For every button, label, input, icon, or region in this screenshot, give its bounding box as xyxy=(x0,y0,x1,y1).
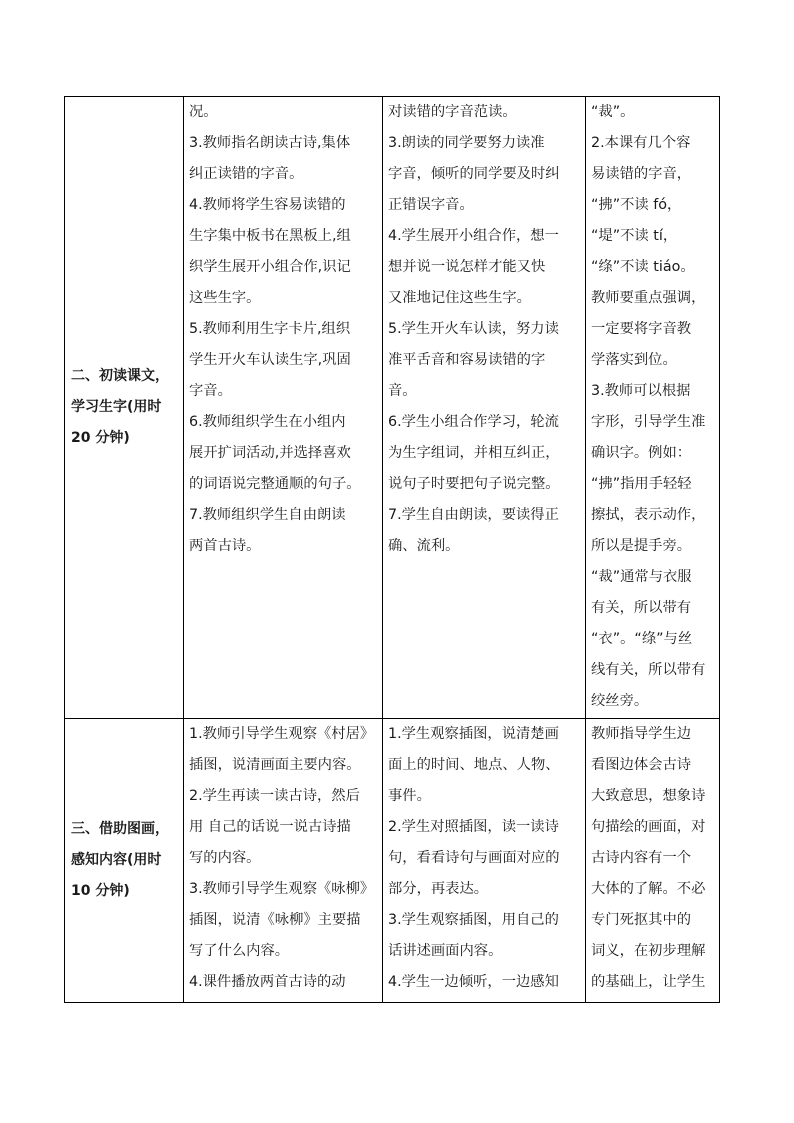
text-line: 为生字组词，并相互纠正， xyxy=(388,445,560,461)
text-line: 3.教师指名朗读古诗,集体 xyxy=(189,135,351,151)
stage-title: 二、初读课文， 学习生字(用时 20 分钟) xyxy=(71,368,169,446)
text-line: 准平舌音和容易读错的字 xyxy=(388,352,546,368)
text-line: 事件。 xyxy=(388,788,431,804)
text-line: 说句子时要把句子说完整。 xyxy=(388,476,560,492)
text-line: 又准地记住这些生字。 xyxy=(388,290,531,306)
text-line: 纠正读错的字音。 xyxy=(189,166,304,182)
text-line: “衣”。“绦”与丝 xyxy=(591,631,693,647)
teaching-notes xyxy=(586,97,719,717)
text-line: 线有关，所以带有 xyxy=(591,662,706,678)
text-line: 5.学生开火车认读，努力读 xyxy=(388,321,559,337)
text-line: 词义，在初步理解 xyxy=(591,943,706,959)
text-line: 有关，所以带有 xyxy=(591,600,692,616)
text-line: 所以是提手旁。 xyxy=(591,538,692,554)
text-line: 看图边体会古诗 xyxy=(591,757,692,773)
text-line: 况。 xyxy=(189,104,218,120)
text-line: 易读错的字音， xyxy=(591,166,692,182)
text-line: “拂”指用手轻轻 xyxy=(591,476,692,492)
text-line: “裁”。 xyxy=(591,104,635,120)
text-line: 织学生展开小组合作,识记 xyxy=(189,259,351,275)
text-line: 面上的时间、地点、人物、 xyxy=(388,757,560,773)
teacher-activity-cell xyxy=(184,719,383,1003)
text-line: 古诗内容有一个 xyxy=(591,850,692,866)
stage-cell xyxy=(65,719,184,1003)
text-line: 字音。 xyxy=(189,383,232,399)
text-line: 3.学生观察插图，用自己的 xyxy=(388,912,559,928)
text-line: 大致意思，想象诗 xyxy=(591,788,706,804)
text-line: 字音，倾听的同学要及时纠 xyxy=(388,166,560,182)
text-line: 2.学生再读一读古诗，然后 xyxy=(189,788,360,804)
teaching-notes xyxy=(586,719,719,998)
stage-cell xyxy=(65,97,184,719)
text-line: 专门死抠其中的 xyxy=(591,912,692,928)
text-line: 大体的了解。不必 xyxy=(591,881,706,897)
text-line: 插图，说清画面主要内容。 xyxy=(189,757,361,773)
text-line: 3.教师可以根据 xyxy=(591,383,691,399)
text-line: 部分，再表达。 xyxy=(388,881,489,897)
text-line: “堤”不读 tí， xyxy=(591,228,678,244)
text-line: 3.教师引导学生观察《咏柳》 xyxy=(189,881,375,897)
text-line: 展开扩词活动,并选择喜欢 xyxy=(189,445,351,461)
text-line: 字形，引导学生准 xyxy=(591,414,706,430)
teacher-activity xyxy=(184,719,382,998)
text-line: 确、流利。 xyxy=(388,538,460,554)
student-activity xyxy=(383,719,585,998)
teacher-activity-cell xyxy=(184,97,383,719)
student-activity-cell xyxy=(383,719,586,1003)
text-line: 的词语说完整通顺的句子。 xyxy=(189,476,361,492)
text-line: “裁”通常与衣服 xyxy=(591,569,692,585)
text-line: 写的内容。 xyxy=(189,850,261,866)
text-line: 2.学生对照插图，读一读诗 xyxy=(388,819,559,835)
text-line: 4.教师将学生容易读错的 xyxy=(189,197,346,213)
text-line: 6.教师组织学生在小组内 xyxy=(189,414,346,430)
text-line: 7.学生自由朗读，要读得正 xyxy=(388,507,559,523)
stage-title: 三、借助图画， 感知内容(用时 10 分钟) xyxy=(71,821,169,899)
lesson-plan-table xyxy=(64,96,720,1003)
text-line: 学落实到位。 xyxy=(591,352,677,368)
text-line: 话讲述画面内容。 xyxy=(388,943,503,959)
notes-cell xyxy=(586,719,720,1003)
text-line: 教师指导学生边 xyxy=(591,726,692,742)
text-line: 4.课件播放两首古诗的动 xyxy=(189,974,346,990)
text-line: 6.学生小组合作学习，轮流 xyxy=(388,414,559,430)
text-line: 擦拭，表示动作， xyxy=(591,507,706,523)
text-line: 的基础上，让学生 xyxy=(591,974,706,990)
text-line: 5.教师利用生字卡片,组织 xyxy=(189,321,351,337)
text-line: 正错误字音。 xyxy=(388,197,474,213)
text-line: 句，看看诗句与画面对应的 xyxy=(388,850,560,866)
text-line: 插图，说清《咏柳》主要描 xyxy=(189,912,361,928)
text-line: 想并说一说怎样才能又快 xyxy=(388,259,546,275)
teacher-activity xyxy=(184,97,382,562)
text-line: 教师要重点强调， xyxy=(591,290,706,306)
notes-cell xyxy=(586,97,720,719)
student-activity xyxy=(383,97,585,562)
text-line: 7.教师组织学生自由朗读 xyxy=(189,507,346,523)
text-line: 确识字。例如： xyxy=(591,445,692,461)
text-line: 写了什么内容。 xyxy=(189,943,290,959)
text-line: 对读错的字音范读。 xyxy=(388,104,517,120)
text-line: 句描绘的画面，对 xyxy=(591,819,706,835)
text-line: 音。 xyxy=(388,383,417,399)
table-row xyxy=(65,719,720,1003)
text-line: 生字集中板书在黑板上,组 xyxy=(189,228,351,244)
text-line: 一定要将字音教 xyxy=(591,321,692,337)
text-line: “拂”不读 fó， xyxy=(591,197,682,213)
text-line: 学生开火车认读生字,巩固 xyxy=(189,352,351,368)
text-line: 4.学生展开小组合作，想一 xyxy=(388,228,559,244)
text-line: 1.学生观察插图，说清楚画 xyxy=(388,726,559,742)
text-line: 4.学生一边倾听，一边感知 xyxy=(388,974,559,990)
text-line: 1.教师引导学生观察《村居》 xyxy=(189,726,375,742)
student-activity-cell xyxy=(383,97,586,719)
text-line: 这些生字。 xyxy=(189,290,261,306)
text-line: 2.本课有几个容 xyxy=(591,135,691,151)
text-line: 两首古诗。 xyxy=(189,538,261,554)
table-row xyxy=(65,97,720,719)
text-line: 3.朗读的同学要努力读准 xyxy=(388,135,545,151)
text-line: “绦”不读 tiáo。 xyxy=(591,259,695,275)
text-line: 用 自己的话说一说古诗描 xyxy=(189,819,351,835)
text-line: 绞丝旁。 xyxy=(591,693,649,709)
